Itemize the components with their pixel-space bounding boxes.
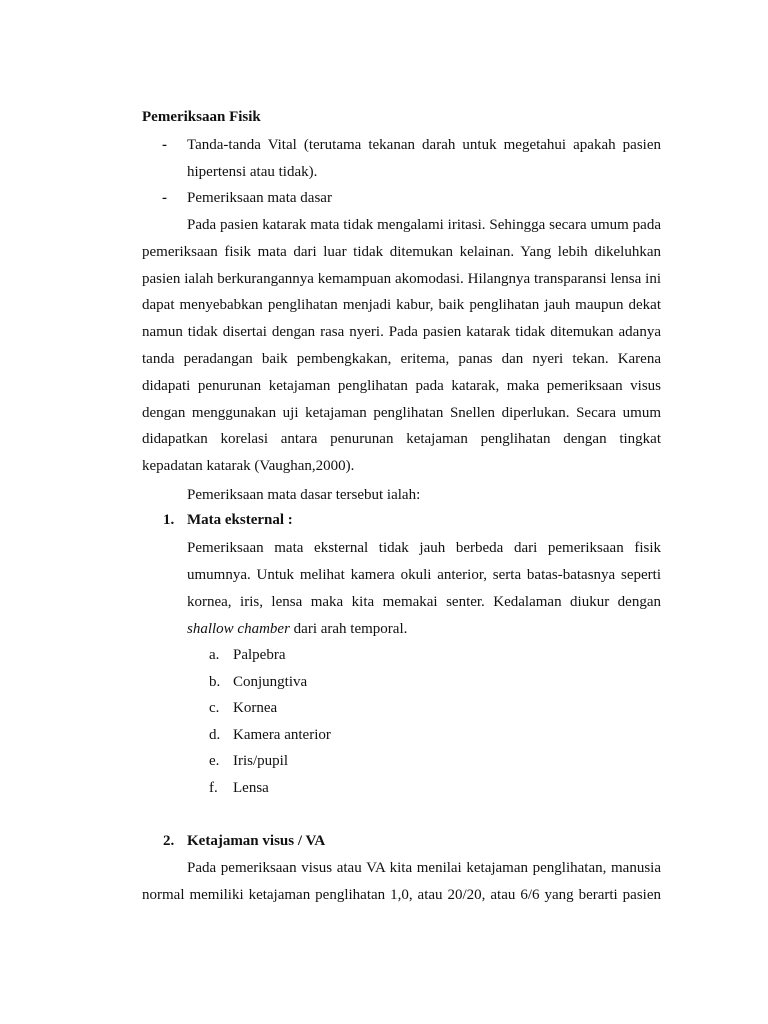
italic-term: shallow chamber (187, 621, 290, 637)
bullet-text-line: hipertensi atau tidak). (187, 164, 318, 180)
subsection-text-line: umumnya. Untuk melihat kamera okuli anterior, serta batas-batasnya seperti (187, 567, 661, 583)
list-item: Kamera anterior (233, 727, 331, 743)
subsection-text-line: kornea, iris, lensa maka kita memakai senter. Kedalaman diukur dengan (187, 594, 661, 610)
list-item: Iris/pupil (233, 753, 288, 769)
list-number: 1. (163, 512, 175, 528)
list-item-label: d. (209, 727, 221, 743)
bullet-text-line: Pemeriksaan mata dasar (187, 190, 332, 206)
list-item: Palpebra (233, 647, 286, 663)
list-item-label: b. (209, 674, 221, 690)
bullet-marker: - (162, 137, 167, 153)
list-number: 2. (163, 833, 175, 849)
body-paragraph: Pada pasien katarak mata tidak mengalami iritasi. Sehingga secara umum pada pemeriksaan fisik mata dari luar tidak ditemukan kelainan. Yang lebih dikeluhkan pasien ialah berkurangannya kemampuan akomodasi. Hilangnya transparansi lensa ini dapat menyebabkan penglihatan menjadi kabur, baik penglihatan jauh maupun dekat namun tidak disertai dengan rasa nyeri. Pada pasien katarak tidak ditemukan adanya tanda peradangan baik pembengkakan, eritema, panas dan nyeri tekan. Karena didapati penurunan ketajaman penglihatan pada katarak, maka pemeriksaan visus dengan menggunakan uji ketajaman penglihatan Snellen diperlukan. Secara umum didapatkan korelasi antara penurunan ketajaman penglihatan dengan tingkat kepadatan katarak (Vaughan,2000). (142, 217, 661, 475)
list-item: Lensa (233, 780, 269, 796)
list-item: Conjungtiva (233, 674, 308, 690)
subsection-text-line: Pemeriksaan mata eksternal tidak jauh berbeda dari pemeriksaan fisik (187, 540, 661, 556)
subsection-heading: Ketajaman visus / VA (187, 833, 326, 849)
text-tail: dari arah temporal. (289, 621, 408, 637)
list-item-label: f. (209, 780, 218, 796)
list-item: Kornea (233, 700, 278, 716)
list-item-label: a. (209, 647, 220, 663)
list-item-label: e. (209, 753, 220, 769)
subsection-heading: Mata eksternal : (187, 512, 293, 528)
body-paragraph: Pada pemeriksaan visus atau VA kita menilai ketajaman penglihatan, manusia normal memiliki ketajaman penglihatan 1,0, atau 20/20, atau 6/6 yang berarti pasien (142, 860, 661, 903)
list-item-label: c. (209, 700, 220, 716)
subsection-text-line (187, 621, 661, 638)
body-paragraph: Pemeriksaan mata dasar tersebut ialah: (187, 487, 421, 503)
section-title: Pemeriksaan Fisik (142, 109, 261, 125)
bullet-marker: - (162, 190, 167, 206)
bullet-text-line: Tanda-tanda Vital (terutama tekanan darah untuk megetahui apakah pasien (187, 137, 661, 153)
